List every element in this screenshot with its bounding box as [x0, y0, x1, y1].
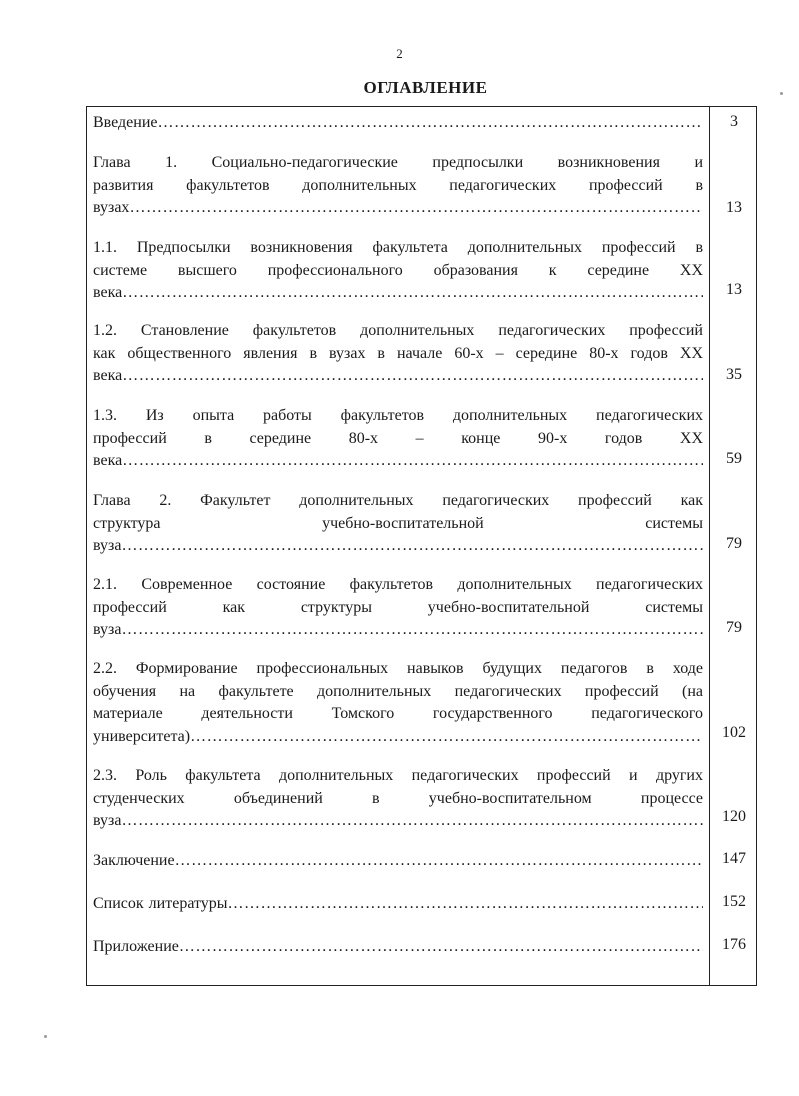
entry-line: 2.1. Современное состояние факультетов дополнительных педагогических	[93, 576, 703, 593]
entry-text	[93, 574, 703, 642]
entry-line: развития факультетов дополнительных педагогических профессий в	[93, 176, 703, 194]
entry-page: 35	[726, 366, 742, 383]
scan-speck	[780, 92, 783, 95]
entry-line: века ………………………………………………………………………………………………………………	[93, 450, 703, 473]
entry-line: структура учебно-воспитательной системы	[93, 514, 703, 532]
entry-line: вуза ………………………………………………………………………………………………………………	[93, 810, 703, 833]
entry-text: Приложение ………………………………………………………………………………………………………………	[93, 936, 703, 959]
entry-line: 1.3. Из опыта работы факультетов дополнительных педагогических	[93, 407, 703, 424]
entry-page: 102	[722, 724, 746, 741]
entry-line: университета) ………………………………………………………………………………………………………………	[93, 726, 703, 749]
entry-page: 176	[722, 936, 746, 953]
entry-line: вуза ………………………………………………………………………………………………………………	[93, 535, 703, 558]
entry-line: 1.2. Становление факультетов дополнительных педагогических профессий	[93, 322, 703, 339]
entry-page: 13	[726, 199, 742, 216]
entry-page: 3	[730, 113, 738, 130]
entry-line: Глава 1. Социально-педагогические предпосылки возникновения и	[93, 154, 703, 171]
entry-line: обучения на факультете дополнительных педагогических профессий (на	[93, 682, 703, 700]
entry-line: как общественного явления в вузах в начале 60-х – середине 80-х годов XX	[93, 344, 703, 362]
page-number: 2	[396, 46, 403, 61]
entry-page: 152	[722, 893, 746, 910]
entry-line: века ………………………………………………………………………………………………………………	[93, 282, 703, 305]
toc-table	[86, 106, 757, 986]
entry-text	[93, 320, 703, 388]
entry-text	[93, 237, 703, 305]
entry-line: студенческих объединений в учебно-воспитательном процессе	[93, 789, 703, 807]
entry-text	[93, 405, 703, 473]
entry-text	[93, 152, 703, 220]
entry-text	[93, 490, 703, 558]
entry-text: Заключение ………………………………………………………………………………………………………………	[93, 850, 703, 873]
entry-page: 13	[726, 281, 742, 298]
entry-line: профессий как структуры учебно-воспитательной системы	[93, 598, 703, 616]
entry-line: профессий в середине 80-х – конце 90-х годов XX	[93, 429, 703, 447]
entry-text: Список литературы ………………………………………………………………………………………………………………	[93, 893, 703, 916]
entry-page: 120	[722, 808, 746, 825]
scan-speck	[44, 1035, 47, 1038]
entry-page: 59	[726, 450, 742, 467]
entry-line: вузах ………………………………………………………………………………………………………………	[93, 197, 703, 220]
entry-text	[93, 765, 703, 833]
entry-page: 79	[726, 535, 742, 552]
entry-line: 1.1. Предпосылки возникновения факультета дополнительных профессий в	[93, 239, 703, 256]
entry-line: 2.3. Роль факультета дополнительных педагогических профессий и других	[93, 767, 703, 784]
entry-page: 79	[726, 619, 742, 636]
toc-title: ОГЛАВЛЕНИЕ	[363, 78, 488, 97]
entry-text: Введение ………………………………………………………………………………………………………………	[93, 112, 703, 135]
entry-line: вуза ………………………………………………………………………………………………………………	[93, 619, 703, 642]
entry-line: системе высшего профессионального образования к середине XX	[93, 261, 703, 279]
entry-line: Глава 2. Факультет дополнительных педагогических профессий как	[93, 492, 703, 509]
entry-page: 147	[722, 850, 746, 867]
entry-text	[93, 658, 703, 748]
entry-line: материале деятельности Томского государственного педагогического	[93, 705, 703, 722]
entry-line: 2.2. Формирование профессиональных навыков будущих педагогов в ходе	[93, 660, 703, 677]
entry-line: века ………………………………………………………………………………………………………………	[93, 365, 703, 388]
